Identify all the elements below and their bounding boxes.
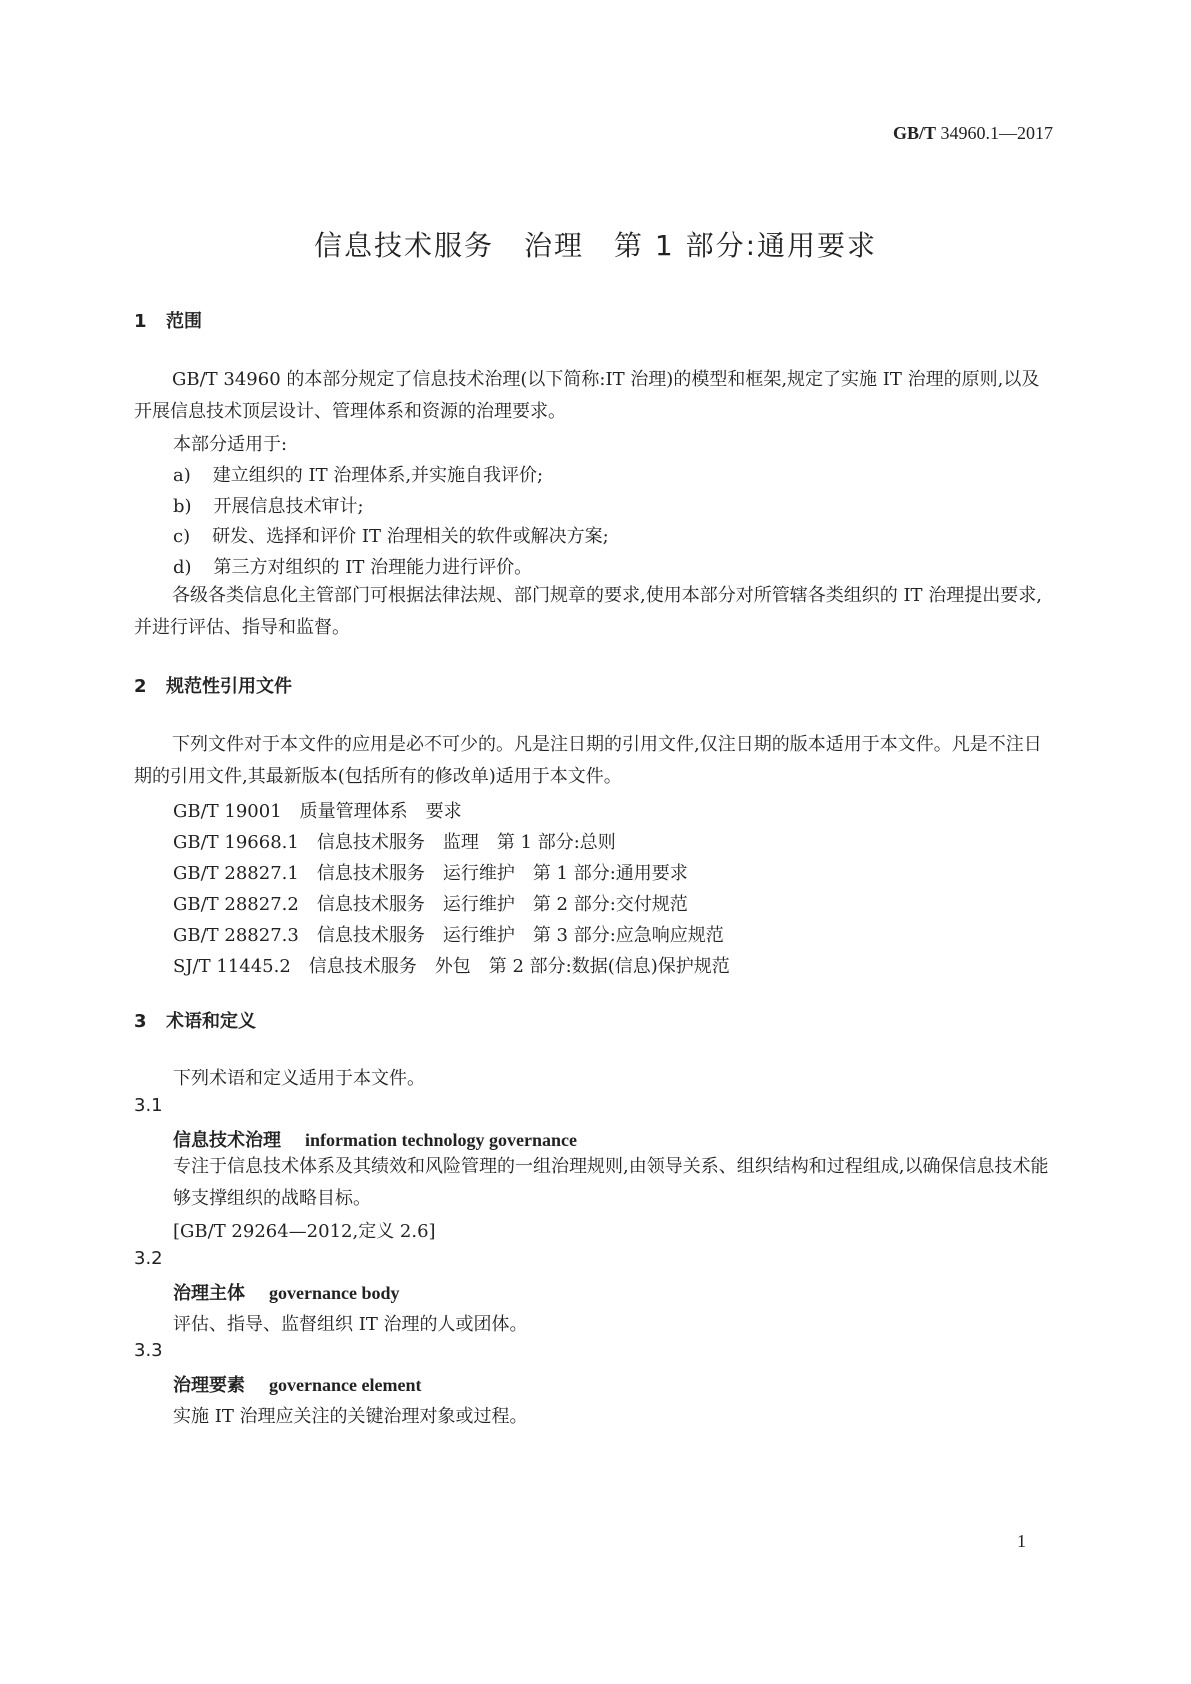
section-number: 1: [134, 311, 147, 332]
reference-item: GB/T 19668.1 信息技术服务 监理 第 1 部分:总则: [173, 832, 616, 853]
page-number: 1: [1017, 1531, 1026, 1551]
reference-item: GB/T 28827.1 信息技术服务 运行维护 第 1 部分:通用要求: [173, 863, 688, 884]
term-definition: 评估、指导、监督组织 IT 治理的人或团体。: [173, 1314, 528, 1335]
section-1-paragraph: GB/T 34960 的本部分规定了信息技术治理(以下简称:IT 治理)的模型和框架,规定了实施 IT 治理的原则,以及开展信息技术顶层设计、管理体系和资源的治理要求。: [134, 369, 1040, 422]
section-2-paragraph: 下列文件对于本文件的应用是必不可少的。凡是注日期的引用文件,仅注日期的版本适用于本文件。凡是不注日期的引用文件,其最新版本(包括所有的修改单)适用于本文件。: [134, 734, 1042, 787]
term-heading: 治理要素 governance element: [173, 1375, 422, 1396]
section-1-applicability: 本部分适用于:: [173, 434, 288, 455]
reference-item: GB/T 28827.3 信息技术服务 运行维护 第 3 部分:应急响应规范: [173, 925, 724, 946]
list-item: b) 开展信息技术审计;: [173, 496, 364, 517]
standard-prefix: GB/T: [892, 123, 936, 143]
section-2-heading: 2 规范性引用文件: [134, 676, 292, 697]
reference-item: GB/T 19001 质量管理体系 要求: [173, 801, 462, 822]
standard-number: 34960.1—2017: [940, 123, 1053, 143]
section-1-heading: [134, 307, 202, 333]
list-item: c) 研发、选择和评价 IT 治理相关的软件或解决方案;: [173, 526, 609, 547]
section-3-intro: 下列术语和定义适用于本文件。: [173, 1068, 425, 1089]
section-3-heading: 3 术语和定义: [134, 1011, 256, 1032]
reference-item: GB/T 28827.2 信息技术服务 运行维护 第 2 部分:交付规范: [173, 894, 688, 915]
document-title: 信息技术服务 治理 第 1 部分:通用要求: [313, 229, 878, 262]
term-number: 3.3: [134, 1340, 163, 1361]
section-1-closing-paragraph: 各级各类信息化主管部门可根据法律法规、部门规章的要求,使用本部分对所管辖各类组织的 IT 治理提出要求,并进行评估、指导和监督。: [134, 585, 1042, 638]
standard-code: [893, 123, 1053, 144]
term-source: [GB/T 29264—2012,定义 2.6]: [173, 1221, 436, 1242]
term-heading: 信息技术治理 information technology governance: [173, 1130, 577, 1151]
term-number: 3.1: [134, 1095, 163, 1116]
section-title: 范围: [166, 311, 202, 332]
term-heading: 治理主体 governance body: [173, 1283, 400, 1304]
reference-item: SJ/T 11445.2 信息技术服务 外包 第 2 部分:数据(信息)保护规范: [173, 956, 730, 977]
list-item: a) 建立组织的 IT 治理体系,并实施自我评价;: [173, 465, 544, 486]
list-item: d) 第三方对组织的 IT 治理能力进行评价。: [173, 557, 533, 578]
term-definition: 实施 IT 治理应关注的关键治理对象或过程。: [173, 1406, 528, 1427]
term-definition: 专注于信息技术体系及其绩效和风险管理的一组治理规则,由领导关系、组织结构和过程组成,以确保信息技术能够支撑组织的战略目标。: [173, 1156, 1049, 1209]
term-number: 3.2: [134, 1248, 163, 1269]
